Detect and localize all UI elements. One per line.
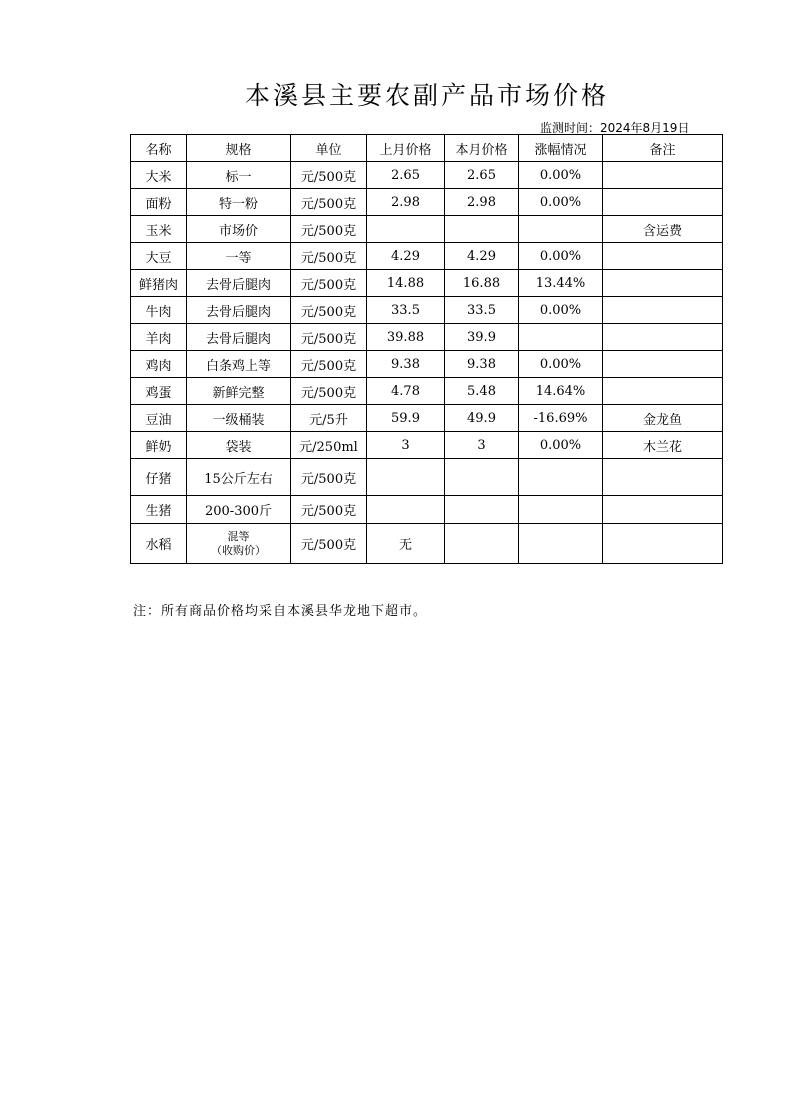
- cell-unit: 元/500克: [291, 459, 367, 496]
- cell-spec: 标一: [187, 162, 291, 189]
- cell-change: 0.00%: [519, 432, 603, 459]
- cell-unit: 元/500克: [291, 351, 367, 378]
- cell-unit: 元/500克: [291, 243, 367, 270]
- cell-unit: 元/500克: [291, 162, 367, 189]
- cell-this-price: 33.5: [445, 297, 519, 324]
- table-row: [131, 524, 723, 564]
- cell-note: [603, 524, 723, 564]
- cell-this-price: 4.29: [445, 243, 519, 270]
- cell-change: [519, 324, 603, 351]
- cell-unit: 元/250ml: [291, 432, 367, 459]
- cell-change: [519, 496, 603, 524]
- header-this-price: 本月价格: [445, 135, 519, 162]
- cell-this-price: [445, 216, 519, 243]
- table-row: [131, 216, 723, 243]
- table-header-row: [131, 135, 723, 162]
- cell-note: 金龙鱼: [603, 405, 723, 432]
- cell-unit: 元/5升: [291, 405, 367, 432]
- cell-note: [603, 324, 723, 351]
- table-row: [131, 496, 723, 524]
- header-note: 备注: [603, 135, 723, 162]
- cell-last-price: 33.5: [367, 297, 445, 324]
- cell-name: 鸡肉: [131, 351, 187, 378]
- cell-name: 豆油: [131, 405, 187, 432]
- cell-note: 含运费: [603, 216, 723, 243]
- cell-unit: 元/500克: [291, 324, 367, 351]
- cell-name: 大豆: [131, 243, 187, 270]
- cell-note: [603, 378, 723, 405]
- cell-spec: 去骨后腿肉: [187, 297, 291, 324]
- cell-spec: 市场价: [187, 216, 291, 243]
- cell-last-price: [367, 496, 445, 524]
- header-last-price: 上月价格: [367, 135, 445, 162]
- cell-last-price: 4.29: [367, 243, 445, 270]
- cell-name: 生猪: [131, 496, 187, 524]
- cell-spec-main: 混等: [227, 529, 250, 543]
- cell-last-price: 无: [367, 524, 445, 564]
- cell-last-price: 2.65: [367, 162, 445, 189]
- cell-this-price: 3: [445, 432, 519, 459]
- cell-this-price: 16.88: [445, 270, 519, 297]
- table-row: [131, 432, 723, 459]
- cell-this-price: [445, 496, 519, 524]
- cell-spec: 15公斤左右: [187, 459, 291, 496]
- cell-last-price: 4.78: [367, 378, 445, 405]
- cell-this-price: 2.98: [445, 189, 519, 216]
- header-spec: 规格: [187, 135, 291, 162]
- cell-note: [603, 243, 723, 270]
- cell-change: 0.00%: [519, 351, 603, 378]
- cell-name: 鲜猪肉: [131, 270, 187, 297]
- cell-this-price: [445, 524, 519, 564]
- cell-change: -16.69%: [519, 405, 603, 432]
- cell-note: [603, 162, 723, 189]
- cell-last-price: 39.88: [367, 324, 445, 351]
- cell-change: 14.64%: [519, 378, 603, 405]
- cell-last-price: 2.98: [367, 189, 445, 216]
- table-row: [131, 351, 723, 378]
- table-row: [131, 405, 723, 432]
- table-row: [131, 297, 723, 324]
- cell-last-price: 3: [367, 432, 445, 459]
- cell-last-price: 59.9: [367, 405, 445, 432]
- cell-name: 面粉: [131, 189, 187, 216]
- cell-spec: 袋装: [187, 432, 291, 459]
- cell-unit: 元/500克: [291, 297, 367, 324]
- table-row: [131, 243, 723, 270]
- table-row: [131, 162, 723, 189]
- cell-change: [519, 216, 603, 243]
- cell-change: 0.00%: [519, 189, 603, 216]
- cell-name: 鲜奶: [131, 432, 187, 459]
- cell-change: 13.44%: [519, 270, 603, 297]
- header-unit: 单位: [291, 135, 367, 162]
- cell-this-price: 2.65: [445, 162, 519, 189]
- footnote: 注：所有商品价格均采自本溪县华龙地下超市。: [133, 604, 428, 619]
- table-row: [131, 378, 723, 405]
- cell-change: [519, 459, 603, 496]
- cell-spec: 白条鸡上等: [187, 351, 291, 378]
- price-table: [130, 134, 723, 564]
- cell-last-price: 9.38: [367, 351, 445, 378]
- cell-name: 水稻: [131, 524, 187, 564]
- cell-change: [519, 524, 603, 564]
- cell-change: 0.00%: [519, 162, 603, 189]
- table-row: [131, 189, 723, 216]
- header-name: 名称: [131, 135, 187, 162]
- cell-note: [603, 270, 723, 297]
- monitor-date: 监测时间：2024年8月19日: [540, 121, 690, 135]
- cell-this-price: 5.48: [445, 378, 519, 405]
- cell-this-price: 9.38: [445, 351, 519, 378]
- cell-change: 0.00%: [519, 243, 603, 270]
- cell-spec: 新鲜完整: [187, 378, 291, 405]
- cell-spec: 特一粉: [187, 189, 291, 216]
- cell-this-price: 49.9: [445, 405, 519, 432]
- cell-note: [603, 496, 723, 524]
- cell-unit: 元/500克: [291, 216, 367, 243]
- header-change: 涨幅情况: [519, 135, 603, 162]
- cell-spec: 去骨后腿肉: [187, 324, 291, 351]
- cell-note: [603, 189, 723, 216]
- cell-last-price: [367, 216, 445, 243]
- page-title: 本溪县主要农副产品市场价格: [244, 81, 609, 110]
- table-row: [131, 270, 723, 297]
- cell-spec-sub: （收购价）: [211, 543, 266, 557]
- cell-unit: 元/500克: [291, 524, 367, 564]
- cell-change: 0.00%: [519, 297, 603, 324]
- cell-last-price: 14.88: [367, 270, 445, 297]
- cell-spec: 200-300斤: [187, 496, 291, 524]
- cell-name: 玉米: [131, 216, 187, 243]
- cell-unit: 元/500克: [291, 378, 367, 405]
- cell-last-price: [367, 459, 445, 496]
- table-row: [131, 324, 723, 351]
- table-row: [131, 459, 723, 496]
- cell-this-price: 39.9: [445, 324, 519, 351]
- cell-name: 仔猪: [131, 459, 187, 496]
- cell-note: [603, 459, 723, 496]
- cell-unit: 元/500克: [291, 270, 367, 297]
- cell-name: 牛肉: [131, 297, 187, 324]
- cell-spec: 一级桶装: [187, 405, 291, 432]
- cell-spec: 一等: [187, 243, 291, 270]
- cell-spec: [187, 524, 291, 564]
- cell-note: 木兰花: [603, 432, 723, 459]
- cell-name: 鸡蛋: [131, 378, 187, 405]
- cell-name: 羊肉: [131, 324, 187, 351]
- cell-note: [603, 297, 723, 324]
- cell-note: [603, 351, 723, 378]
- cell-unit: 元/500克: [291, 189, 367, 216]
- cell-this-price: [445, 459, 519, 496]
- cell-name: 大米: [131, 162, 187, 189]
- cell-spec: 去骨后腿肉: [187, 270, 291, 297]
- cell-unit: 元/500克: [291, 496, 367, 524]
